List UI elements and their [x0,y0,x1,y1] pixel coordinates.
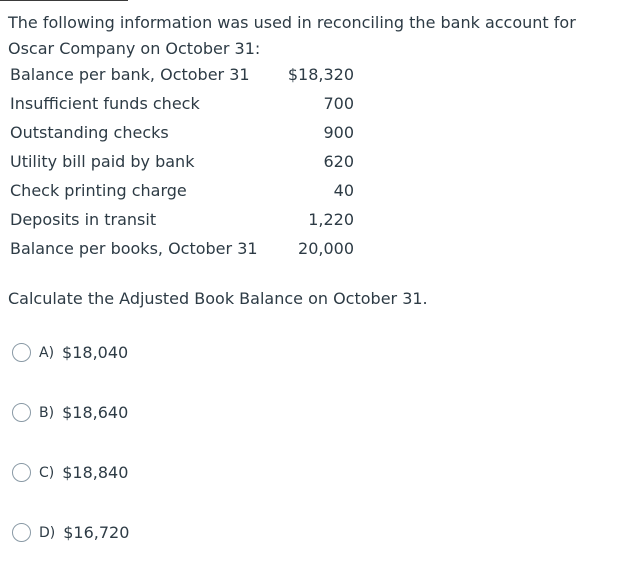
row-label: Balance per books, October 31 [10,239,258,258]
row-label: Check printing charge [10,181,187,200]
table-row [8,118,356,147]
option-letter: A) [39,344,55,361]
table-row [8,176,356,205]
row-label: Deposits in transit [10,210,157,229]
table-row [8,234,356,263]
option-text: $18,040 [62,343,129,362]
reconciliation-info-table [8,60,356,263]
row-amount: 620 [323,152,354,171]
row-amount: 40 [333,181,354,200]
answer-option-c[interactable] [12,463,128,482]
radio-button-icon[interactable] [12,403,31,422]
option-text: $18,640 [62,403,129,422]
answer-option-b[interactable] [12,403,128,422]
table-row [8,89,356,118]
answer-option-a[interactable] [12,343,128,362]
row-label: Utility bill paid by bank [10,152,195,171]
row-amount: 900 [323,123,354,142]
row-amount: $18,320 [287,65,354,84]
row-amount: 1,220 [308,210,354,229]
table-row [8,205,356,234]
table-row [8,147,356,176]
radio-button-icon[interactable] [12,343,31,362]
row-label: Balance per bank, October 31 [10,65,250,84]
radio-button-icon[interactable] [12,463,31,482]
option-text: $16,720 [63,523,130,542]
option-letter: B) [39,404,55,421]
radio-button-icon[interactable] [12,523,31,542]
option-letter: D) [39,524,56,541]
problem-intro: The following information was used in reconciling the bank account for Oscar Company on October 31: [8,13,576,58]
answer-option-d[interactable] [12,523,129,542]
table-row [8,60,356,89]
row-label: Outstanding checks [10,123,169,142]
question-text: Calculate the Adjusted Book Balance on October 31. [8,289,428,308]
option-letter: C) [39,464,55,481]
option-text: $18,840 [62,463,129,482]
top-divider [0,0,128,1]
row-label: Insufficient funds check [10,94,200,113]
row-amount: 700 [323,94,354,113]
row-amount: 20,000 [298,239,354,258]
